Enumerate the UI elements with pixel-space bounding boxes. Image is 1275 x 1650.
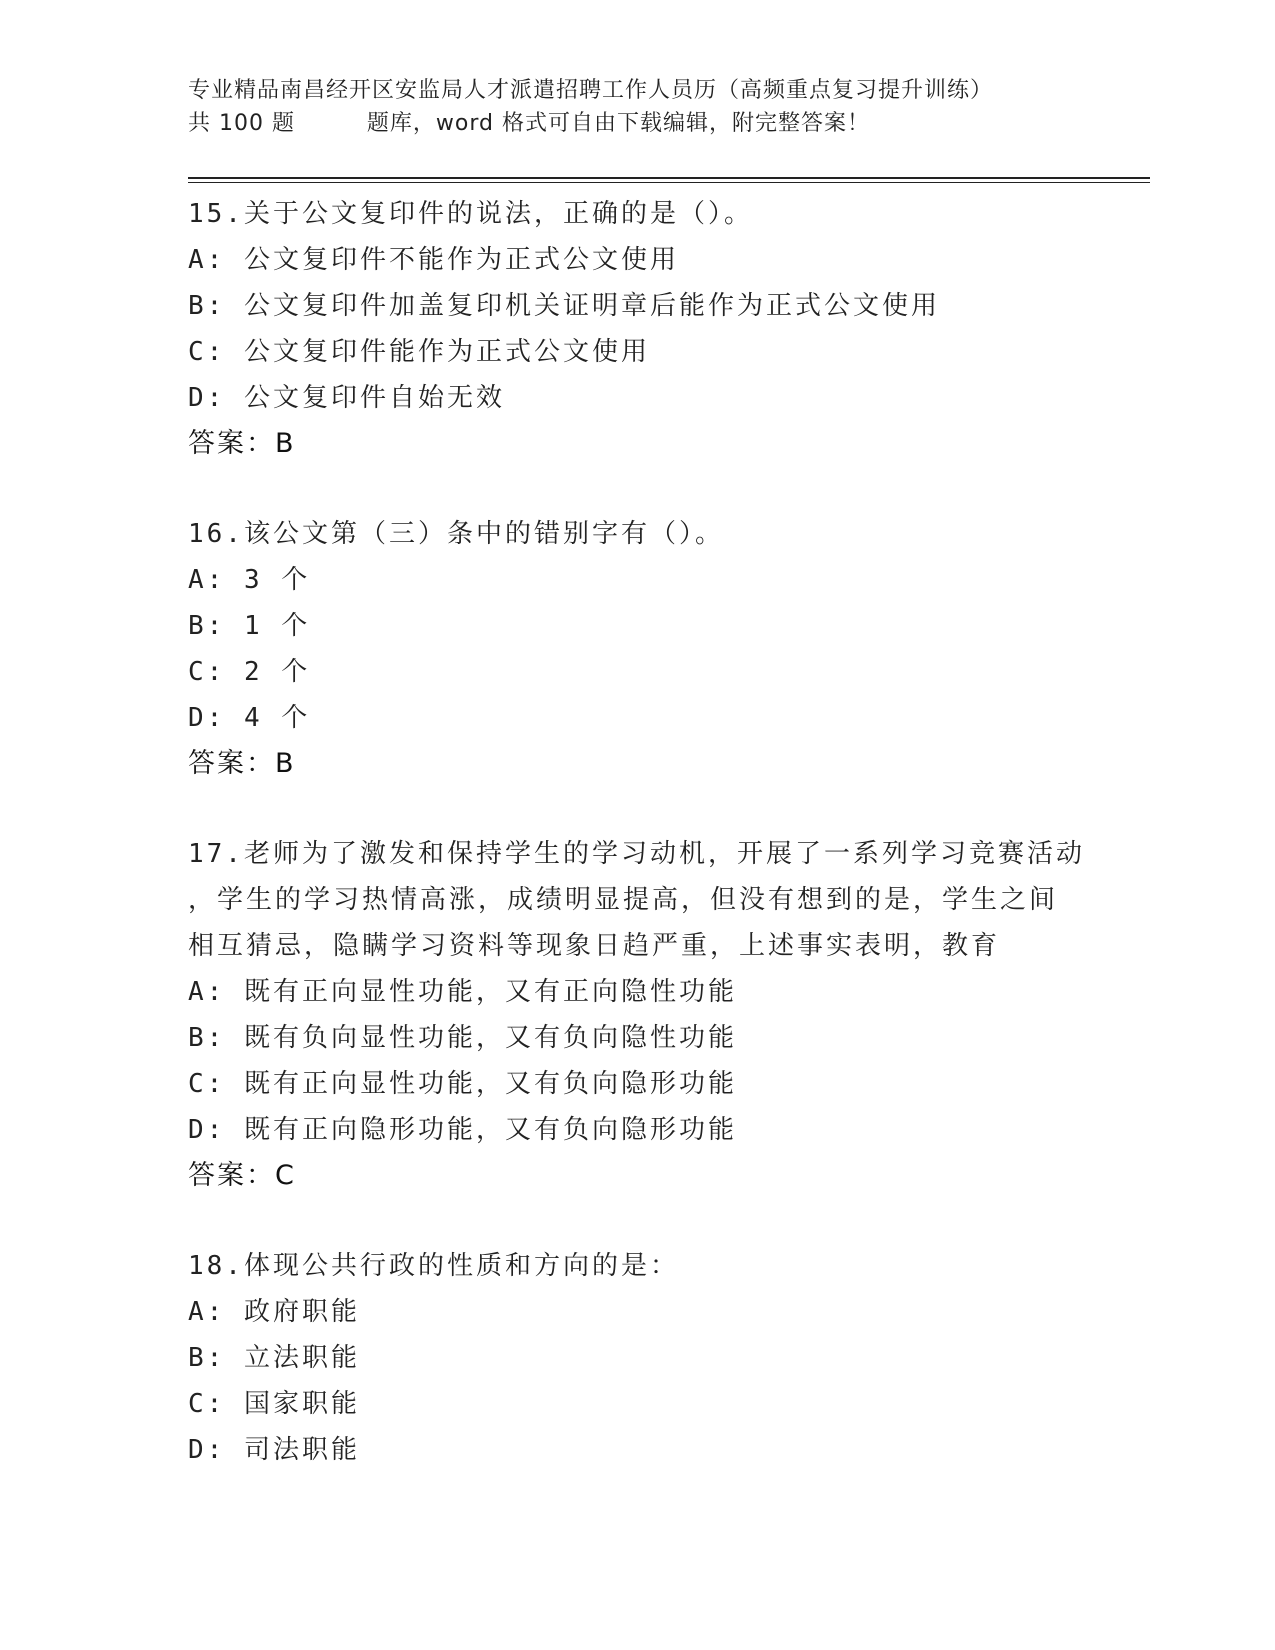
question-stem: 15.关于公文复印件的说法，正确的是（）。 bbox=[188, 199, 753, 229]
option-a: A: 3 个 bbox=[188, 565, 311, 595]
question-17 bbox=[188, 831, 1148, 1199]
answer-line: 答案：B bbox=[188, 748, 296, 779]
question-stem-line-2: ，学生的学习热情高涨，成绩明显提高，但没有想到的是，学生之间 bbox=[188, 885, 1059, 915]
question-18 bbox=[188, 1243, 1148, 1473]
option-a: A: 公文复印件不能作为正式公文使用 bbox=[188, 245, 679, 275]
document-header bbox=[188, 74, 1168, 140]
option-c: C: 既有正向显性功能，又有负向隐形功能 bbox=[188, 1069, 737, 1099]
option-c: C: 国家职能 bbox=[188, 1389, 360, 1419]
question-list bbox=[188, 191, 1148, 1517]
option-d: D: 司法职能 bbox=[188, 1435, 360, 1465]
question-stem-line-1: 17.老师为了激发和保持学生的学习动机，开展了一系列学习竞赛活动 bbox=[188, 839, 1085, 869]
option-b: B: 公文复印件加盖复印机关证明章后能作为正式公文使用 bbox=[188, 291, 940, 321]
question-stem: 18.体现公共行政的性质和方向的是： bbox=[188, 1251, 679, 1281]
option-d: D: 4 个 bbox=[188, 703, 311, 733]
question-16 bbox=[188, 511, 1148, 787]
header-rule-thick bbox=[188, 177, 1150, 179]
option-b: B: 既有负向显性功能，又有负向隐性功能 bbox=[188, 1023, 737, 1053]
question-stem: 16.该公文第（三）条中的错别字有（）。 bbox=[188, 519, 724, 549]
question-stem-line-3: 相互猜忌，隐瞒学习资料等现象日趋严重，上述事实表明，教育 bbox=[188, 931, 1001, 961]
option-a: A: 既有正向显性功能，又有正向隐性功能 bbox=[188, 977, 737, 1007]
header-rule-thin bbox=[188, 182, 1150, 183]
header-subtitle: 共 100 题 题库，word 格式可自由下载编辑，附完整答案！ bbox=[188, 111, 870, 136]
answer-line: 答案：C bbox=[188, 1160, 296, 1191]
option-b: B: 立法职能 bbox=[188, 1343, 360, 1373]
option-b: B: 1 个 bbox=[188, 611, 311, 641]
answer-line: 答案：B bbox=[188, 428, 296, 459]
option-c: C: 公文复印件能作为正式公文使用 bbox=[188, 337, 650, 367]
header-title: 专业精品南昌经开区安监局人才派遣招聘工作人员历（高频重点复习提升训练） bbox=[188, 78, 994, 103]
option-d: D: 公文复印件自始无效 bbox=[188, 383, 505, 413]
question-15 bbox=[188, 191, 1148, 467]
option-d: D: 既有正向隐形功能，又有负向隐形功能 bbox=[188, 1115, 737, 1145]
option-c: C: 2 个 bbox=[188, 657, 311, 687]
option-a: A: 政府职能 bbox=[188, 1297, 360, 1327]
